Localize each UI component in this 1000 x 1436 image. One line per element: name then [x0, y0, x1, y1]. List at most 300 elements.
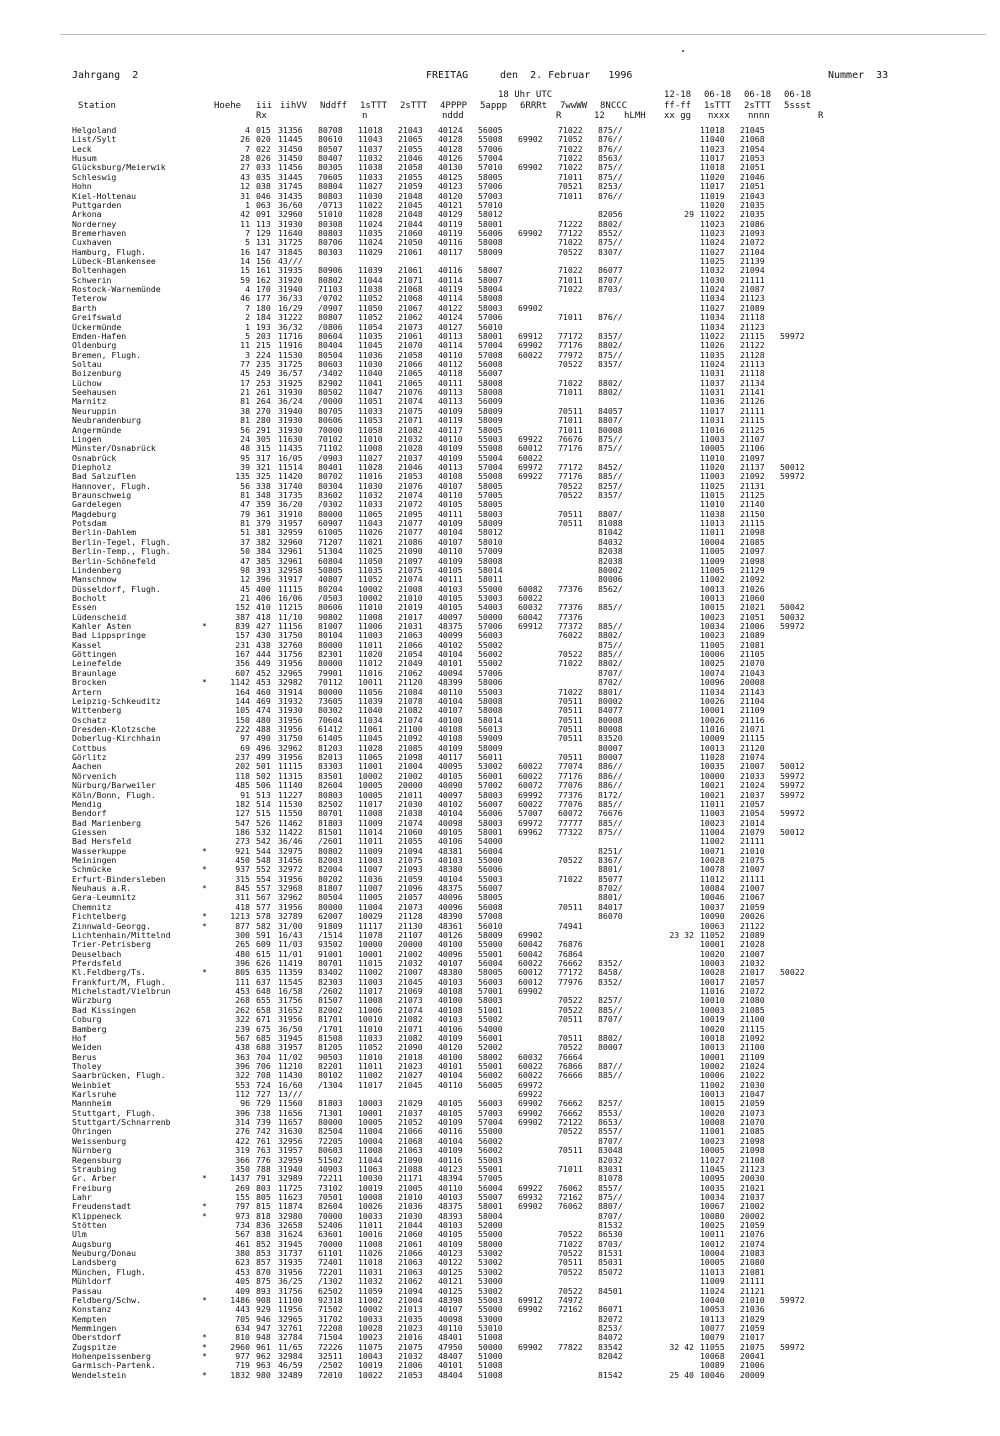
station-id: 948 — [256, 1332, 271, 1343]
group-2sttt: 21085 — [398, 742, 423, 753]
elevation: 237 — [235, 752, 250, 763]
group-nddff: 80804 — [318, 181, 343, 192]
group-7wwww: 76662 — [558, 1107, 583, 1118]
group-8nccc: 875// — [598, 349, 623, 360]
group-nddff: 80906 — [318, 265, 343, 276]
group-nddff: /0806 — [318, 321, 343, 332]
table-row — [72, 407, 972, 416]
group-nddff: 40903 — [318, 1163, 343, 1174]
group-8nccc: 8257/ — [598, 1098, 623, 1109]
col-iihvv: iihVV — [280, 101, 308, 111]
group-7wwww: 71022 — [558, 1238, 583, 1249]
group-8nccc: 8352/ — [598, 976, 623, 987]
group-2sttt-min: 21046 — [740, 171, 765, 182]
group-5appp: 58011 — [478, 574, 503, 585]
group-iihvv: 32960 — [278, 536, 303, 547]
group-5appp: 58009 — [478, 415, 503, 426]
group-4pppp: 40103 — [438, 1220, 463, 1231]
group-nddff: /2502 — [318, 1360, 343, 1371]
group-1sttt-max: 10077 — [700, 1323, 725, 1333]
station-id: 708 — [256, 1070, 271, 1081]
table-row — [72, 996, 972, 1005]
table-row — [72, 210, 972, 219]
group-nddff: 70000 — [318, 1210, 343, 1221]
station-id: 177 — [256, 293, 271, 304]
group-1sttt: 11002 — [358, 1294, 383, 1305]
group-2sttt-min: 21104 — [740, 246, 765, 257]
elevation: 547 — [235, 817, 250, 828]
station-id: 046 — [256, 190, 271, 201]
group-7wwww: 71022 — [558, 237, 583, 248]
group-8nccc: 80007 — [598, 752, 623, 763]
group-nddff: 72211 — [318, 1173, 343, 1184]
group-1sttt-max: 10035 — [700, 761, 725, 772]
group-2sttt-min: 21043 — [740, 190, 765, 201]
group-1sttt: 11047 — [358, 387, 383, 398]
group-nddff: 80401 — [318, 461, 343, 472]
station-id: 193 — [256, 321, 271, 332]
group-5appp: 57003 — [478, 1107, 503, 1118]
table-row — [72, 163, 972, 172]
group-2sttt: 21032 — [398, 433, 423, 444]
group-iihvv: 31740 — [278, 480, 303, 491]
group-8nccc: 8702/ — [598, 883, 623, 894]
group-5appp: 55003 — [478, 1294, 503, 1305]
group-8nccc: 875// — [598, 1191, 623, 1202]
group-nddff: 80407 — [318, 153, 343, 164]
group-2sttt: 21098 — [398, 752, 423, 763]
group-5appp: 58003 — [478, 508, 503, 519]
group-8nccc: 84032 — [598, 536, 623, 547]
group-iihvv: 36/20 — [278, 499, 303, 510]
group-5appp: 55002 — [478, 639, 503, 650]
mountain-marker: * — [202, 845, 207, 856]
group-1sttt: 11032 — [358, 153, 383, 164]
utc-label: 18 Uhr UTC — [498, 90, 553, 100]
table-row — [72, 716, 972, 725]
group-2sttt-min: 21057 — [740, 798, 765, 809]
station-id: 129 — [256, 227, 271, 238]
group-8nccc: 8357/ — [598, 490, 623, 501]
table-row — [72, 229, 972, 238]
station-name: Puttgarden — [72, 200, 122, 210]
group-1sttt: 11006 — [358, 621, 383, 632]
station-id: 035 — [256, 171, 271, 182]
group-nddff: 72205 — [318, 1135, 343, 1146]
station-name: Freiburg — [72, 1183, 112, 1193]
col-station: Station — [78, 101, 116, 111]
group-2sttt-min: 21089 — [740, 302, 765, 313]
group-1sttt: 11005 — [358, 892, 383, 903]
group-2sttt: 21059 — [398, 181, 423, 192]
group-iihvv: 31957 — [278, 518, 303, 529]
group-iihvv: 31917 — [278, 574, 303, 585]
group-iihvv: 32761 — [278, 1323, 303, 1333]
group-5appp: 58008 — [478, 705, 503, 716]
group-nddff: 91001 — [318, 948, 343, 959]
group-2sttt-min: 21076 — [740, 1229, 765, 1240]
group-4pppp: 40114 — [438, 340, 463, 351]
group-2sttt-min: 21067 — [740, 892, 765, 903]
group-2sttt-min: 21108 — [740, 1154, 765, 1165]
station-name: Berlin-Schönefeld — [72, 556, 156, 566]
group-1sttt-max: 11034 — [700, 321, 725, 332]
group-1sttt: 10005 — [358, 789, 383, 800]
group-7wwww: 70522 — [558, 1285, 583, 1296]
group-1sttt-max: 11004 — [700, 826, 725, 837]
group-5appp: 55000 — [478, 855, 503, 866]
group-8nccc: 83542 — [598, 1341, 623, 1352]
group-4pppp: 40103 — [438, 976, 463, 987]
group-1sttt: 11028 — [358, 742, 383, 753]
group-2sttt: 21062 — [398, 667, 423, 678]
group-8nccc: 8802/ — [598, 1032, 623, 1043]
group-5appp: 55000 — [478, 1304, 503, 1315]
station-id: 161 — [256, 265, 271, 276]
group-6rrrt: 69902 — [518, 986, 543, 997]
group-1sttt: 10043 — [358, 1351, 383, 1362]
group-iihvv: 31756 — [278, 649, 303, 660]
group-nddff: 80000 — [318, 658, 343, 669]
station-id: 022 — [256, 143, 271, 154]
group-5appp: 51008 — [478, 1369, 503, 1380]
group-1sttt: 10023 — [358, 1332, 383, 1343]
elevation: 48 — [240, 443, 250, 454]
elevation: 12 — [240, 181, 250, 192]
station-name: Düsseldorf, Flugh. — [72, 584, 161, 594]
station-id: 908 — [256, 1294, 271, 1305]
group-4pppp: 40113 — [438, 387, 463, 398]
group-8nccc: 8257/ — [598, 995, 623, 1006]
group-2sttt: 21029 — [398, 1098, 423, 1109]
group-1sttt-max: 11024 — [700, 284, 725, 295]
group-2sttt-min: 21010 — [740, 1294, 765, 1305]
group-1sttt-max: 11020 — [700, 461, 725, 472]
group-8nccc: 83048 — [598, 1145, 623, 1156]
group-5appp: 58003 — [478, 789, 503, 800]
group-8nccc: 82038 — [598, 546, 623, 557]
group-1sttt: 11065 — [358, 752, 383, 763]
elevation: 553 — [235, 1079, 250, 1090]
group-1sttt: 11033 — [358, 499, 383, 510]
group-iihvv: 11215 — [278, 602, 303, 613]
group-1sttt: 11008 — [358, 808, 383, 819]
station-id: 763 — [256, 1145, 271, 1156]
group-7wwww: 70511 — [558, 695, 583, 706]
table-row — [72, 856, 972, 865]
group-7wwww: 77176 — [558, 443, 583, 454]
station-id: 980 — [256, 1369, 271, 1380]
group-1sttt: 10011 — [358, 677, 383, 688]
group-2sttt-min: 20009 — [740, 1369, 765, 1380]
group-1sttt: 10000 — [358, 939, 383, 950]
group-6rrrt: 69902 — [518, 1341, 543, 1352]
elevation: 202 — [235, 761, 250, 772]
group-iihvv: 31450 — [278, 153, 303, 164]
group-iihvv: 11359 — [278, 967, 303, 978]
mountain-marker: * — [202, 1294, 207, 1305]
group-5appp: 58007 — [478, 265, 503, 276]
col-5ssst: 5ssst — [784, 101, 812, 111]
group-6rrrt: 60022 — [518, 957, 543, 968]
group-iihvv: 32658 — [278, 1220, 303, 1231]
table-row — [72, 1025, 972, 1034]
station-id: 788 — [256, 1163, 271, 1174]
table-row — [72, 1240, 972, 1249]
station-name: Potsdam — [72, 519, 107, 529]
group-1sttt-max: 10011 — [700, 1229, 725, 1240]
elevation: 4 — [245, 125, 250, 135]
col-1sttt-b: 1sTTT — [704, 101, 732, 111]
group-1sttt-max: 10012 — [700, 1238, 725, 1249]
group-2sttt: 21074 — [398, 490, 423, 501]
station-name: Zinnwald-Georgg. — [72, 921, 151, 931]
station-id: 853 — [256, 1248, 271, 1259]
group-1sttt-max: 10096 — [700, 677, 725, 688]
group-iihvv: 11430 — [278, 1070, 303, 1081]
group-5appp: 56010 — [478, 321, 503, 332]
station-id: 502 — [256, 770, 271, 781]
station-name: Lichtenhain/Mittelnd — [72, 930, 171, 940]
group-nddff: /2602 — [318, 986, 343, 997]
group-8nccc: 82038 — [598, 555, 623, 566]
group-iihvv: 31725 — [278, 237, 303, 248]
elevation: 164 — [235, 686, 250, 697]
group-7wwww: 71022 — [558, 377, 583, 388]
group-iihvv: 43/// — [278, 256, 303, 267]
station-id: 449 — [256, 658, 271, 669]
station-id: 515 — [256, 808, 271, 819]
group-6rrrt: 69922 — [518, 1182, 543, 1193]
group-4pppp: 40117 — [438, 752, 463, 763]
group-5appp: 55004 — [478, 452, 503, 463]
station-name: Oschatz — [72, 715, 107, 725]
group-2sttt-min: 21033 — [740, 770, 765, 781]
station-id: 261 — [256, 387, 271, 398]
group-5appp: 53010 — [478, 1323, 503, 1333]
group-5appp: 57008 — [478, 911, 503, 922]
station-id: 552 — [256, 864, 271, 875]
elevation: 276 — [235, 1126, 250, 1137]
station-name: Öhringen — [72, 1127, 112, 1137]
table-row — [72, 1202, 972, 1211]
station-name: Ulm — [72, 1230, 87, 1240]
group-nddff: 80000 — [318, 508, 343, 519]
group-4pppp: 40105 — [438, 826, 463, 837]
group-1sttt: 11029 — [358, 246, 383, 257]
group-1sttt-max: 10028 — [700, 967, 725, 978]
group-1sttt: 10033 — [358, 1313, 383, 1324]
sub-xxgg: xx gg — [664, 111, 692, 121]
group-6rrrt: 60042 — [518, 611, 543, 622]
station-id: 249 — [256, 368, 271, 379]
station-name: Memmingen — [72, 1324, 117, 1333]
group-5appp: 58014 — [478, 564, 503, 575]
station-id: 685 — [256, 1032, 271, 1043]
station-name: Karlsruhe — [72, 1090, 117, 1100]
group-2sttt-min: 21059 — [740, 901, 765, 912]
table-row — [72, 837, 972, 846]
group-8nccc: 8802/ — [598, 218, 623, 229]
group-iihvv: 31435 — [278, 190, 303, 201]
group-nddff: 61101 — [318, 1248, 343, 1259]
group-4pppp: 48361 — [438, 920, 463, 931]
station-name: Seehausen — [72, 388, 117, 398]
group-2sttt: 21038 — [398, 808, 423, 819]
elevation: 24 — [240, 433, 250, 444]
group-5appp: 56002 — [478, 1135, 503, 1146]
group-nddff: /1514 — [318, 929, 343, 940]
table-row — [72, 659, 972, 668]
group-1sttt: 10008 — [358, 1191, 383, 1202]
group-5appp: 58008 — [478, 377, 503, 388]
group-1sttt: 11008 — [358, 1145, 383, 1156]
station-id: 091 — [256, 209, 271, 220]
group-nddff: 82201 — [318, 1060, 343, 1071]
group-1sttt: 10029 — [358, 911, 383, 922]
group-4pppp: 40109 — [438, 1145, 463, 1156]
station-name: Wasserkuppe — [72, 846, 127, 856]
group-4pppp: 40127 — [438, 321, 463, 332]
table-row — [72, 1361, 972, 1370]
group-1sttt: 11011 — [358, 836, 383, 847]
elevation: 387 — [235, 611, 250, 622]
group-8nccc: 80007 — [598, 742, 623, 753]
group-nddff: 82013 — [318, 752, 343, 763]
group-4pppp: 40105 — [438, 499, 463, 510]
station-id: 870 — [256, 1266, 271, 1277]
group-5appp: 56005 — [478, 125, 503, 135]
station-id: 513 — [256, 789, 271, 800]
group-5appp: 53003 — [478, 592, 503, 603]
group-1sttt-max: 11024 — [700, 237, 725, 248]
group-5appp: 57005 — [478, 490, 503, 501]
group-nddff: 60804 — [318, 555, 343, 566]
group-2sttt: 21068 — [398, 1135, 423, 1146]
elevation: 1486 — [230, 1294, 250, 1305]
group-nddff: 80802 — [318, 274, 343, 285]
group-2sttt-min: 21085 — [740, 1126, 765, 1137]
group-5appp: 55000 — [478, 1229, 503, 1240]
group-5appp: 58005 — [478, 424, 503, 435]
group-5appp: 57006 — [478, 312, 503, 323]
group-1sttt-max: 10078 — [700, 864, 725, 875]
station-id: 488 — [256, 724, 271, 734]
group-2sttt-min: 21010 — [740, 845, 765, 856]
station-id: 361 — [256, 508, 271, 519]
elevation: 973 — [235, 1210, 250, 1221]
group-4pppp: 40123 — [438, 1248, 463, 1259]
elevation: 1 — [245, 199, 250, 210]
group-2sttt: 21055 — [398, 171, 423, 182]
group-nddff: 80706 — [318, 237, 343, 248]
group-2sttt-min: 21131 — [740, 480, 765, 491]
group-5ssst: 50042 — [780, 602, 805, 613]
group-7wwww: 71011 — [558, 171, 583, 182]
group-5appp: 58005 — [478, 892, 503, 903]
station-id: 893 — [256, 1285, 271, 1296]
station-id: 557 — [256, 883, 271, 894]
station-name: Kahler Asten — [72, 622, 132, 632]
group-1sttt-max: 10020 — [700, 1023, 725, 1034]
group-4pppp: 40104 — [438, 1070, 463, 1081]
group-8nccc: 8172/ — [598, 789, 623, 800]
group-8nccc: 80008 — [598, 724, 623, 734]
group-nddff: 80708 — [318, 125, 343, 135]
group-2sttt-min: 21079 — [740, 826, 765, 837]
group-5appp: 58003 — [478, 302, 503, 313]
group-iihvv: 32958 — [278, 564, 303, 575]
group-iihvv: 31956 — [278, 1266, 303, 1277]
group-iihvv: 11/02 — [278, 1051, 303, 1062]
group-1sttt-max: 11003 — [700, 471, 725, 482]
group-iihvv: 31930 — [278, 424, 303, 435]
group-2sttt: 21059 — [398, 873, 423, 884]
group-4pppp: 40107 — [438, 705, 463, 716]
group-iihvv: 36/33 — [278, 293, 303, 304]
elevation: 396 — [235, 1107, 250, 1118]
station-id: 836 — [256, 1220, 271, 1231]
station-id: 963 — [256, 1360, 271, 1371]
table-row — [72, 547, 972, 556]
group-2sttt: 21055 — [398, 836, 423, 847]
group-1sttt: 10005 — [358, 780, 383, 791]
elevation: 634 — [235, 1323, 250, 1333]
table-row — [72, 528, 972, 537]
group-1sttt: 10002 — [358, 592, 383, 603]
elevation: 96 — [240, 1098, 250, 1109]
group-4pppp: 40104 — [438, 649, 463, 660]
group-2sttt-min: 21024 — [740, 1060, 765, 1071]
group-1sttt-max: 11038 — [700, 508, 725, 519]
group-nddff: 80701 — [318, 808, 343, 819]
group-4pppp: 40105 — [438, 1107, 463, 1118]
group-iihvv: 11550 — [278, 808, 303, 819]
group-1sttt: 10005 — [358, 1117, 383, 1128]
group-1sttt-max: 11034 — [700, 312, 725, 323]
group-7wwww: 77172 — [558, 461, 583, 472]
elevation: 4 — [245, 284, 250, 295]
group-8nccc: 83031 — [598, 1163, 623, 1174]
group-1sttt-max: 10005 — [700, 1257, 725, 1268]
group-1sttt-max: 11026 — [700, 340, 725, 351]
group-4pppp: 40123 — [438, 1163, 463, 1174]
elevation: 5 — [245, 237, 250, 248]
group-nddff: 62502 — [318, 1285, 343, 1296]
group-nddff: 82604 — [318, 780, 343, 791]
group-1sttt-max: 10004 — [700, 1248, 725, 1259]
group-1sttt-max: 10046 — [700, 892, 725, 903]
group-nddff: 93502 — [318, 939, 343, 950]
group-7wwww: 70511 — [558, 752, 583, 763]
group-5appp: 54003 — [478, 602, 503, 613]
group-1sttt: 11045 — [358, 340, 383, 351]
table-row — [72, 519, 972, 528]
group-1sttt-max: 10023 — [700, 611, 725, 622]
elevation: 186 — [235, 826, 250, 837]
group-nddff: 73102 — [318, 1182, 343, 1193]
group-2sttt: 21016 — [398, 1332, 423, 1343]
elevation: 81 — [240, 396, 250, 407]
group-4pppp: 40123 — [438, 181, 463, 192]
group-7wwww: 71011 — [558, 312, 583, 323]
elevation: 322 — [235, 1014, 250, 1025]
group-iihvv: 32789 — [278, 911, 303, 922]
station-name: Dresden-Klotzsche — [72, 725, 156, 734]
station-id: 704 — [256, 1051, 271, 1062]
group-nddff: 70102 — [318, 433, 343, 444]
table-row — [72, 903, 972, 912]
